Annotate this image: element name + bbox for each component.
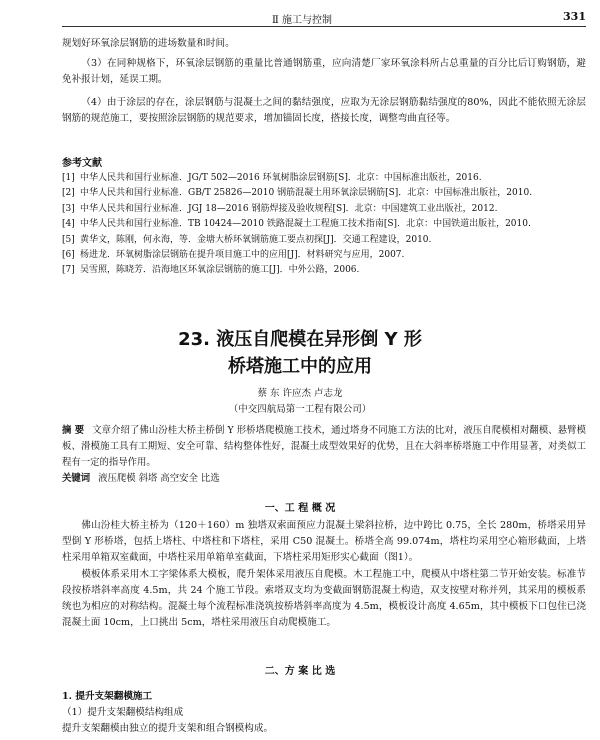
reference-item: [5] 黄华文，陈刚，何永海，等．金塘大桥环氧钢筋施工要点初探[J]．交通工程建设，2010.	[62, 234, 432, 245]
keywords	[62, 470, 586, 484]
prev-article-item4: （4）由于涂层的存在，涂层钢筋与混凝土之间的黏结强度，应取为无涂层钢筋黏结强度的80%，因此不能依照无涂层钢筋的规范施工，要按照涂层钢筋的规范要求，增加锚固长度，搭接长度，调整弯曲直径等。	[62, 97, 586, 124]
abstract-text: 文章介绍了佛山汾桂大桥主桥倒 Y 形桥塔爬模施工技术，通过塔身不同施工方法的比对，液压自爬模相对翻模、悬臂模板、滑模施工具有工期短、安全可靠、结构整体性好，混凝土成型效果好的优势，且在大斜率桥塔施工中作用显著，对类似工程有一定的指导作用。	[62, 425, 586, 468]
section-heading-2: 二、方 案 比 选	[264, 666, 336, 677]
keywords-label: 关键词	[62, 473, 91, 484]
running-header	[62, 10, 586, 27]
reference-item: [7] 吴雪照，陈晓芳．沿海地区环氧涂层钢筋的施工[J]．中外公路，2006.	[62, 265, 360, 276]
subheading-1: 1. 提升支架翻模施工	[62, 691, 153, 702]
reference-item: [1] 中华人民共和国行业标准．JG/T 502—2016 环氧树脂涂层钢筋[S]．北京：中国标准出版社，2016.	[62, 173, 482, 183]
reference-item: [2] 中华人民共和国行业标准．GB/T 25826—2010 钢筋混凝土用环氧涂层钢筋[S]．北京：中国标准出版社，2010.	[62, 188, 533, 199]
references-list	[62, 171, 586, 279]
paragraph-overview	[62, 518, 586, 631]
header-section: Ⅱ 施工与控制	[272, 15, 332, 26]
keywords-text: 液压爬模 斜塔 高空安全 比选	[98, 473, 220, 484]
reference-item: [4] 中华人民共和国行业标准．TB 10424—2010 铁路混凝土工程施工技术指南[S]．北京：中国铁道出版社，2010.	[62, 219, 531, 230]
reference-item: [6] 杨进龙．环氧树脂涂层钢筋在提升项目施工中的应用[J]．材料研究与应用，2007.	[62, 250, 405, 261]
section-heading-1: 一、工 程 概 况	[264, 503, 336, 514]
affiliation: （中交四航局第一工程有限公司）	[228, 404, 372, 415]
abstract-label: 摘 要	[62, 425, 85, 436]
abstract	[62, 423, 586, 471]
reference-item: [3] 中华人民共和国行业标准．JGJ 18—2016 钢筋焊接及验收规程[S]．北京：中国建筑工业出版社，2012.	[62, 203, 498, 214]
article-title-line2: 桥塔施工中的应用	[228, 356, 372, 377]
sub-paragraph: 提升支架翻模由独立的提升支架和组合钢模构成。	[62, 723, 274, 734]
prev-article-item3: （3）在同种规格下，环氧涂层钢筋的重量比普通钢筋重，应向清楚厂家环氧涂料所占总重量的百分比后订购钢筋，避免补报计划，延误工期。	[62, 58, 586, 85]
paragraph-1: 佛山汾桂大桥主桥为（120＋160）m 独塔双索面预应力混凝土梁斜拉桥，边中跨比 0.75，全长 280m，桥塔采用异型倒 Y 形桥塔，包括上塔柱、中塔柱和下塔柱，采用 C50 混凝土。桥塔全高 99.074m，塔柱均采用空心箱形截面，上塔柱采用单箱双室截面，中塔柱采用单箱单室截面，下塔柱采用矩形实心截面（图1）。	[62, 520, 586, 564]
authors: 蔡 东 许应杰 卢志龙	[257, 388, 343, 399]
page-number: 331	[563, 10, 586, 23]
paragraph-2: 模板体系采用木工字梁体系大模板，爬升架体采用液压自爬模。木工程施工中，爬模从中塔柱第二节开始安装。标准节段按桥塔斜率高度 4.5m，共 24 个施工节段。索塔双支均为变截面钢筋混凝土构造，双支按壁对称并列，其采用的模板系统也为相应的对称结构。混凝土每个流程标准浇筑按桥塔斜率高度为 4.5m，模板设计高度 4.65m，其中模板下口包住已浇混凝土面 10cm，上口挑出 5cm，塔柱采用液压自动爬模施工。	[62, 568, 586, 629]
subheading-1-1: （1）提升支架翻模结构组成	[62, 707, 184, 718]
references-title: 参考文献	[62, 158, 102, 169]
article-title-line1: 23. 液压自爬模在异形倒 Y 形	[178, 329, 422, 350]
prev-article-line0: 规划好环氧涂层钢筋的进场数量和时间。	[62, 38, 235, 49]
